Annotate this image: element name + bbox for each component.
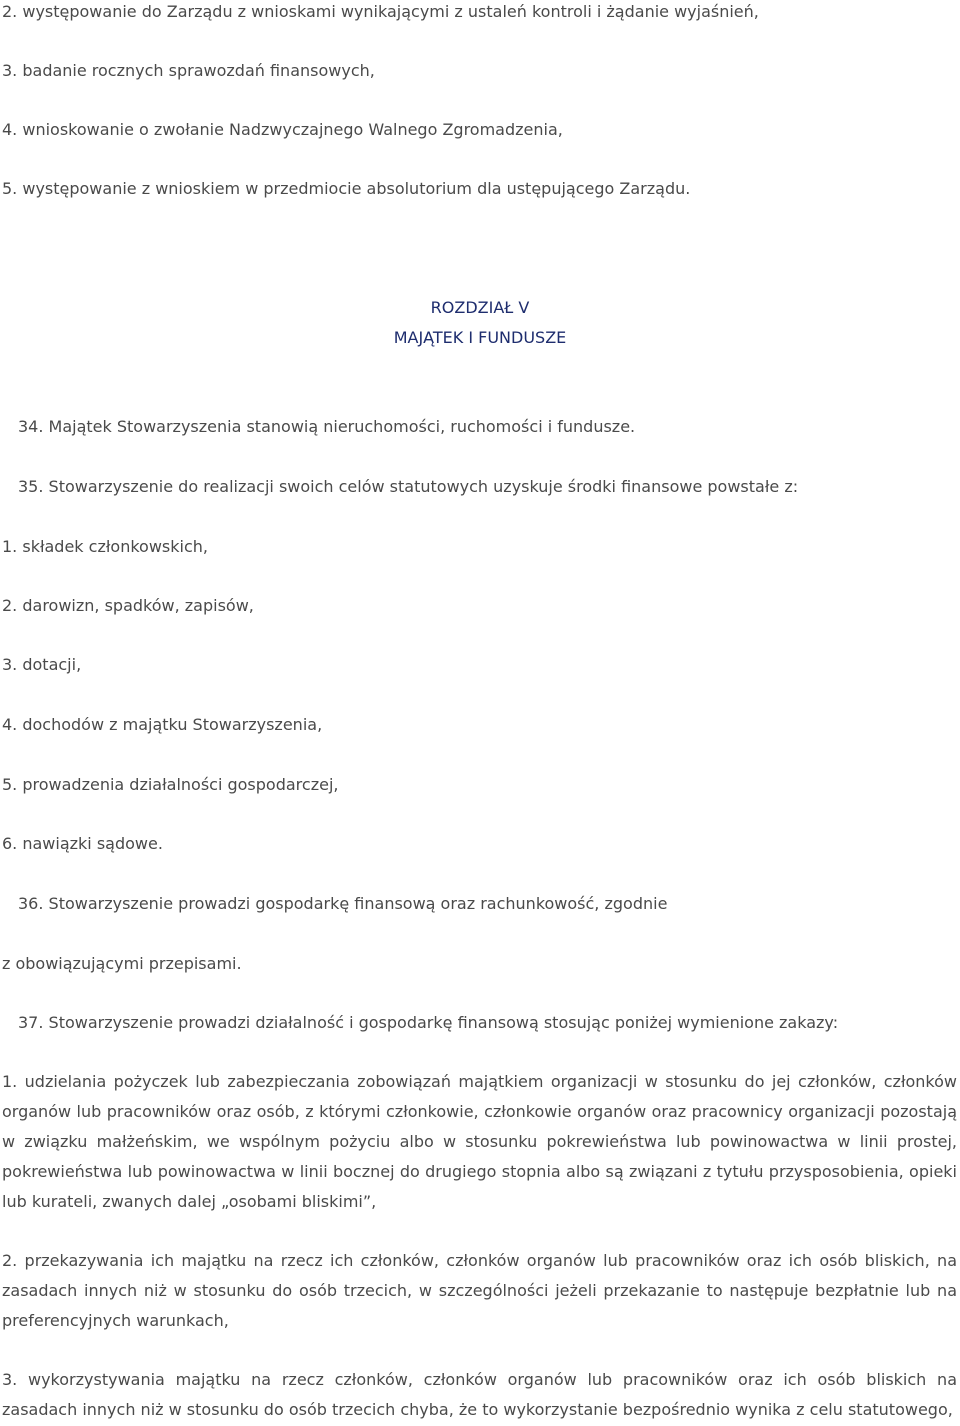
section-36: 36. Stowarzyszenie prowadzi gospodarkę finansową oraz rachunkowość, zgodnie: [18, 894, 668, 913]
chapter-number: ROZDZIAŁ V: [430, 298, 530, 317]
chapter-title: MAJĄTEK I FUNDUSZE: [393, 328, 567, 347]
list-item: 2. występowanie do Zarządu z wnioskami wynikającymi z ustaleń kontroli i żądanie wyjaśnień,: [2, 2, 759, 21]
list-item: 1. składek członkowskich,: [2, 537, 208, 556]
section-35: 35. Stowarzyszenie do realizacji swoich celów statutowych uzyskuje środki finansowe powstałe z:: [18, 477, 799, 496]
prohibition-item: 1. udzielania pożyczek lub zabezpieczania zobowiązań majątkiem organizacji w stosunku do jej członków, członków organów lub pracowników oraz osób, z którymi członkowie, członkowie organów oraz pracownicy organizacji pozostają w związku małżeńskim, we wspólnym pożyciu albo w stosunku pokrewieństwa lub powinowactwa w linii prostej, pokrewieństwa lub powinowactwa w linii bocznej do drugiego stopnia albo są związani z tytułu przysposobienia, opieki lub kurateli, zwanych dalej „osobami bliskimi”,: [2, 1072, 957, 1211]
list-item: 3. dotacji,: [2, 655, 82, 674]
list-item: 3. badanie rocznych sprawozdań finansowych,: [2, 61, 375, 80]
list-item: 4. dochodów z majątku Stowarzyszenia,: [2, 715, 323, 734]
section-36-continuation: z obowiązującymi przepisami.: [2, 954, 242, 973]
list-item: 5. występowanie z wnioskiem w przedmiocie absolutorium dla ustępującego Zarządu.: [2, 179, 691, 198]
section-37: 37. Stowarzyszenie prowadzi działalność i gospodarkę finansową stosując poniżej wymienione zakazy:: [18, 1013, 839, 1032]
section-34: 34. Majątek Stowarzyszenia stanowią nieruchomości, ruchomości i fundusze.: [18, 417, 636, 436]
prohibition-item: 3. wykorzystywania majątku na rzecz członków, członków organów lub pracowników oraz ich osób bliskich na zasadach innych niż w stosunku do osób trzecich chyba, że to wykorzystanie bezpośrednio wynika z celu statutowego,: [2, 1370, 957, 1419]
list-item: 2. darowizn, spadków, zapisów,: [2, 596, 254, 615]
list-item: 6. nawiązki sądowe.: [2, 834, 163, 853]
list-item: 5. prowadzenia działalności gospodarczej,: [2, 775, 339, 794]
prohibition-item: 2. przekazywania ich majątku na rzecz ich członków, członków organów lub pracowników oraz ich osób bliskich, na zasadach innych niż w stosunku do osób trzecich, w szczególności jeżeli przekazanie to następuje bezpłatnie lub na preferencyjnych warunkach,: [2, 1251, 957, 1330]
list-item: 4. wnioskowanie o zwołanie Nadzwyczajnego Walnego Zgromadzenia,: [2, 120, 563, 139]
